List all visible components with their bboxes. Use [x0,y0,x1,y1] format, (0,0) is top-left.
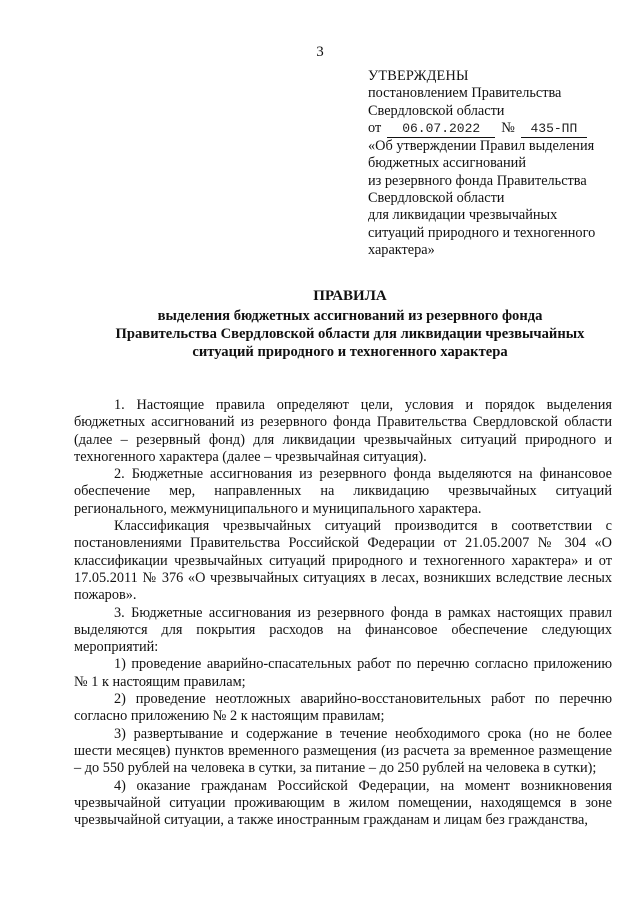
approval-date: 06.07.2022 [387,120,495,138]
page-number: 3 [316,44,324,60]
paragraph: 2. Бюджетные ассигнования из резервного фонда выделяются на финансовое обеспечение мер, направленных на ликвидацию чрезвычайных ситуаций регионального, межмуниципального и муниципального характера. [74,466,612,517]
approval-line-1: постановлением Правительства [368,85,562,102]
title-main: ПРАВИЛА [313,288,387,304]
document-title [60,287,640,361]
paragraph: 1) проведение аварийно-спасательных работ по перечню согласно приложению № 1 к настоящим правилам; [74,656,612,690]
title-line: выделения бюджетных ассигнований из резервного фонда [157,308,543,324]
approval-about-line: бюджетных ассигнований [368,155,526,172]
approval-about-line: для ликвидации чрезвычайных [368,207,558,224]
approval-line-2: Свердловской области [368,102,505,119]
approval-about-line: ситуаций природного и техногенного [368,224,596,241]
title-line: ситуаций природного и техногенного характера [192,344,508,360]
paragraph: 2) проведение неотложных аварийно-восстановительных работ по перечню согласно приложению № 2 к настоящим правилам; [74,691,612,725]
approval-date-number-line [368,120,630,138]
date-prefix: от [368,119,382,136]
number-prefix: № [501,119,515,136]
paragraph: 3. Бюджетные ассигнования из резервного фонда в рамках настоящих правил выделяются для покрытия расходов на финансовое обеспечение следующих мероприятий: [74,604,612,656]
approval-heading: УТВЕРЖДЕНЫ [368,68,469,84]
approval-number: 435-ПП [521,120,587,138]
paragraph: Классификация чрезвычайных ситуаций производится в соответствии с постановлениями Правительства Российской Федерации от 21.05.2007 № 304 «О классификации чрезвычайных ситуаций природного и техногенного характера» и от 17.05.2011 № 376 «О чрезвычайных ситуациях в лесах, возникших вследствие лесных пожаров». [74,518,612,604]
approval-about-line: Свердловской области [368,190,505,207]
approval-about-line: «Об утверждении Правил выделения [368,138,595,155]
approval-about-line: характера» [368,241,435,258]
paragraph: 4) оказание гражданам Российской Федерации, на момент возникновения чрезвычайной ситуации проживающим в жилом помещении, находящемся в зоне чрезвычайной ситуации, а также иностранным гражданам и лицам без гражданства, [74,777,612,829]
paragraph: 1. Настоящие правила определяют цели, условия и порядок выделения бюджетных ассигнований из резервного фонда Правительства Свердловской области (далее – резервный фонд) для ликвидации чрезвычайных ситуаций природного и техногенного характера (далее – чрезвычайная ситуация). [74,397,612,465]
approval-about-line: из резервного фонда Правительства [368,172,587,189]
approval-block [368,68,630,259]
document-body [74,397,612,829]
title-line: Правительства Свердловской области для ликвидации чрезвычайных [115,326,585,342]
paragraph: 3) развертывание и содержание в течение необходимого срока (но не более шести месяцев) пунктов временного размещения (из расчета за временное размещение – до 550 рублей на человека в сутки, за питание – до 250 рублей на человека в сутки); [74,725,612,777]
